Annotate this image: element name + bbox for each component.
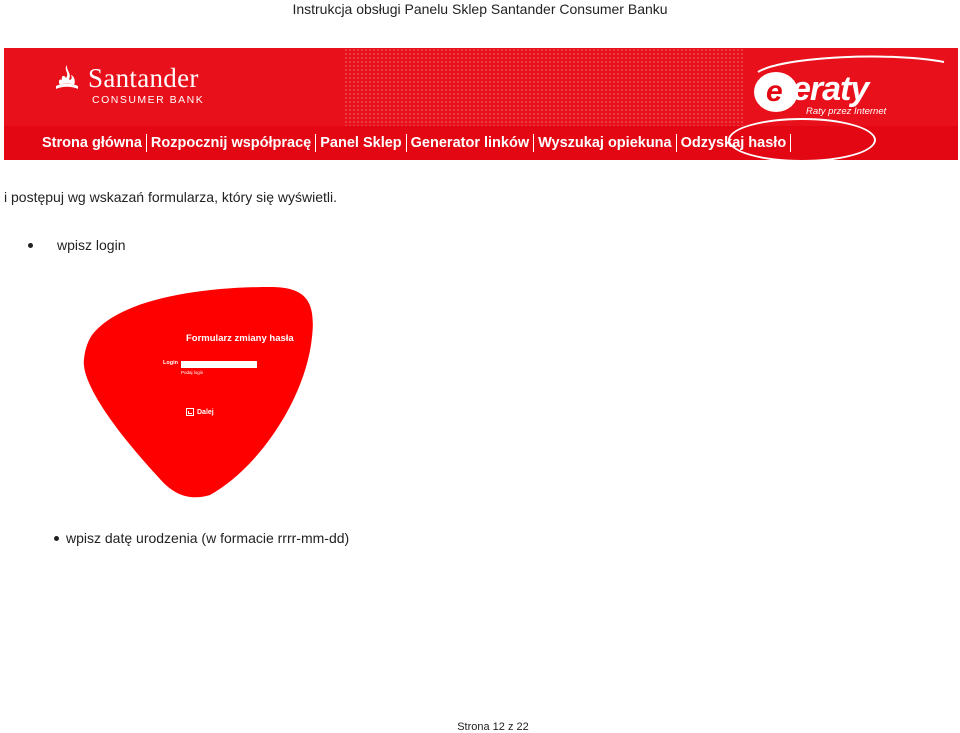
eraty-wordmark: eraty <box>792 70 869 108</box>
santander-flame-icon <box>54 64 80 92</box>
bullet-icon <box>54 536 59 541</box>
eraty-logo[interactable] <box>744 52 954 124</box>
document-header: Instrukcja obsługi Panelu Sklep Santander Consumer Banku <box>292 1 668 17</box>
svg-text:e: e <box>766 75 783 108</box>
santander-logo[interactable] <box>54 64 204 106</box>
brand-sub: CONSUMER BANK <box>92 94 205 106</box>
site-banner <box>4 48 958 160</box>
list-item-text: wpisz login <box>57 237 126 253</box>
next-button-label: Dalej <box>197 408 214 416</box>
next-button[interactable] <box>186 408 214 416</box>
menu-item-recover-password[interactable]: Odzyskaj hasło <box>680 135 787 151</box>
list-item <box>28 237 125 253</box>
highlight-circle <box>728 118 876 160</box>
menu-item-start-cooperation[interactable]: Rozpocznij współpracę <box>150 135 312 151</box>
form-background-shape <box>80 287 316 499</box>
login-hint: Podaj login <box>181 370 204 375</box>
menu-item-find-advisor[interactable]: Wyszukaj opiekuna <box>538 135 672 151</box>
form-title: Formularz zmiany hasła <box>186 333 294 344</box>
menu-item-shop-panel[interactable]: Panel Sklep <box>320 135 402 151</box>
bullet-icon <box>28 243 33 248</box>
banner-pattern <box>344 48 744 126</box>
arrow-enter-icon <box>186 408 194 416</box>
intro-text: i postępuj wg wskazań formularza, który się wyświetli. <box>4 189 338 205</box>
menu-item-link-generator[interactable]: Generator linków <box>410 135 530 151</box>
login-input[interactable] <box>181 361 257 368</box>
list-item <box>54 530 349 546</box>
login-label: Login <box>163 360 178 366</box>
list-item-text: wpisz datę urodzenia (w formacie rrrr-mm-dd) <box>66 530 350 546</box>
eraty-tagline: Raty przez Internet <box>806 106 887 117</box>
brand-name: Santander <box>88 63 199 93</box>
menu-item-home[interactable]: Strona główna <box>42 135 142 151</box>
page-number: Strona 12 z 22 <box>457 721 529 733</box>
